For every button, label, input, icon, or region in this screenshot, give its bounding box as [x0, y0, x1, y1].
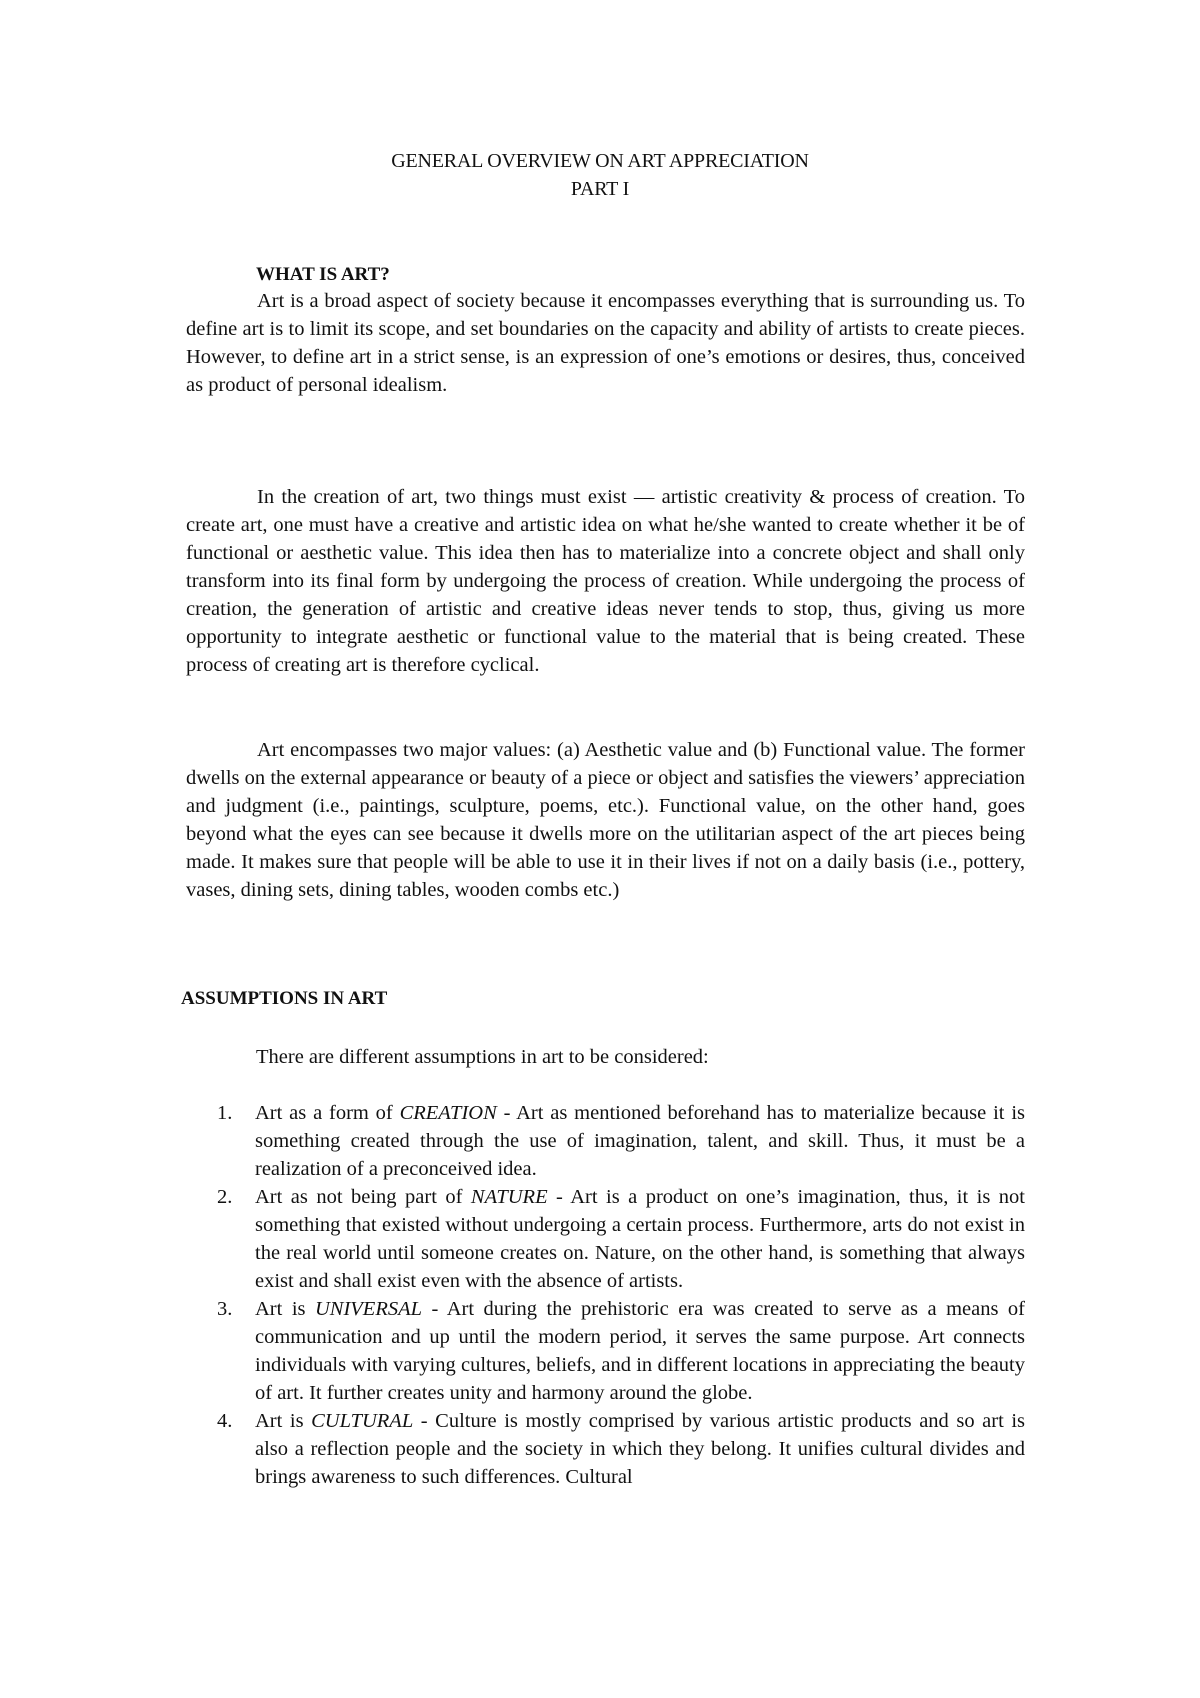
list-item-number: 2.	[217, 1186, 233, 1208]
list-item-number: 3.	[217, 1298, 233, 1320]
assumptions-intro: There are different assumptions in art to be considered:	[256, 1046, 709, 1068]
list-item-keyword: CREATION	[399, 1102, 497, 1124]
paragraph-2: In the creation of art, two things must exist — artistic creativity & process of creation. To create art, one must have a creative and artistic idea on what he/she wanted to create whether it be of functional or aesthetic value. This idea then has to materialize into a concrete object and shall only transform into its final form by undergoing the process of creation. While undergoing the process of creation, the generation of artistic and creative ideas never tends to stop, thus, giving us more opportunity to integrate aesthetic or functional value to the material that is being created. These process of creating art is therefore cyclical.	[186, 486, 1025, 676]
list-item-text: - Art as mentioned beforehand has to materialize because it is something created through the use of imagination, talent, and skill. Thus, it must be a realization of a preconceived idea.	[255, 1102, 1025, 1180]
list-item-lead: Art as not being part of	[255, 1186, 471, 1208]
assumptions-list	[202, 1099, 1025, 1491]
list-item	[202, 1099, 1025, 1183]
list-item-lead: Art is	[255, 1410, 312, 1432]
list-item	[202, 1407, 1025, 1491]
list-item-keyword: NATURE	[470, 1186, 548, 1208]
document-subtitle: PART I	[570, 178, 630, 200]
section-heading-assumptions: ASSUMPTIONS IN ART	[181, 988, 388, 1009]
list-item-lead: Art as a form of	[255, 1102, 400, 1124]
list-item	[202, 1183, 1025, 1295]
list-item-text: - Culture is mostly comprised by various artistic products and so art is also a reflection people and the society in which they belong. It unifies cultural divides and brings awareness to such differences. Cultural	[255, 1410, 1025, 1488]
list-item-text: - Art during the prehistoric era was created to serve as a means of communication and up until the modern period, it serves the same purpose. Art connects individuals with varying cultures, beliefs, and in different locations in appreciating the beauty of art. It further creates unity and harmony around the globe.	[255, 1298, 1026, 1404]
document-title-block	[0, 147, 1200, 203]
paragraph-1: Art is a broad aspect of society because it encompasses everything that is surrounding us. To define art is to limit its scope, and set boundaries on the capacity and ability of artists to create pieces. However, to define art in a strict sense, is an expression of one’s emotions or desires, thus, conceived as product of personal idealism.	[186, 290, 1025, 396]
list-item-text: - Art is a product on one’s imagination, thus, it is not something that existed without undergoing a certain process. Furthermore, arts do not exist in the real world until someone creates on. Nature, on the other hand, is something that always exist and shall exist even with the absence of artists.	[255, 1186, 1026, 1292]
list-item-number: 4.	[217, 1410, 233, 1432]
section-heading-what-is-art: WHAT IS ART?	[256, 264, 390, 285]
list-item-keyword: CULTURAL	[311, 1410, 414, 1432]
list-item-lead: Art is	[255, 1298, 315, 1320]
list-item	[202, 1295, 1025, 1407]
list-item-keyword: UNIVERSAL	[314, 1298, 423, 1320]
list-item-number: 1.	[217, 1102, 233, 1124]
document-title: GENERAL OVERVIEW ON ART APPRECIATION	[391, 150, 809, 172]
paragraph-3: Art encompasses two major values: (a) Aesthetic value and (b) Functional value. The former dwells on the external appearance or beauty of a piece or object and satisfies the viewers’ appreciation and judgment (i.e., paintings, sculpture, poems, etc.). Functional value, on the other hand, goes beyond what the eyes can see because it dwells more on the utilitarian aspect of the art pieces being made. It makes sure that people will be able to use it in their lives if not on a daily basis (i.e., pottery, vases, dining sets, dining tables, wooden combs etc.)	[186, 739, 1025, 901]
